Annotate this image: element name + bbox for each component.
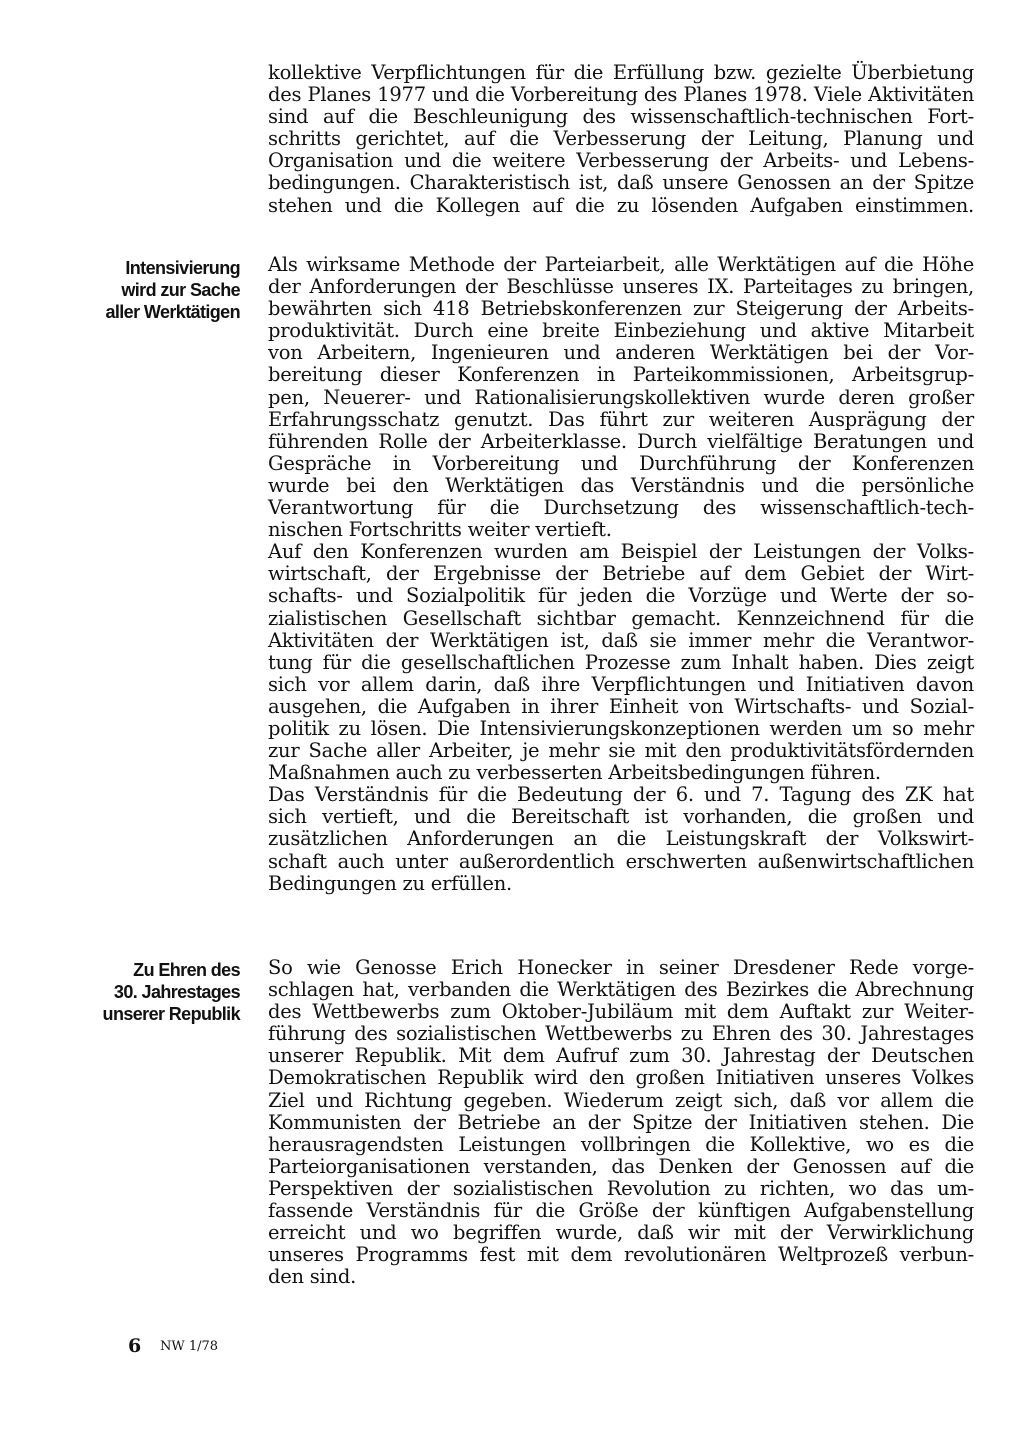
text-line: den sind. — [268, 1265, 357, 1289]
text-line: unseres Programms fest mit dem revolutionären Weltprozeß verbun- — [268, 1243, 974, 1267]
heading-line: aller Werktätigen — [105, 302, 240, 322]
text-line: Als wirksame Methode der Parteiarbeit, alle Werktätigen auf die Höhe — [268, 253, 974, 276]
heading-line: unserer Republik — [102, 1004, 240, 1024]
text-line: Erfahrungsschatz genutzt. Das führt zur weiteren Ausprägung der — [268, 407, 974, 431]
text-line: wirtschaft, der Ergebnisse der Betriebe auf dem Gebiet der Wirt- — [268, 562, 974, 586]
text-line: führung des sozialistischen Wettbewerbs zu Ehren des 30. Jahrestages — [268, 1022, 974, 1046]
text-line: pen, Neuerer- und Rationalisierungskollektiven wurde deren großer — [268, 385, 974, 409]
heading-line: 30. Jahrestages — [113, 982, 240, 1002]
text-line: kollektive Verpflichtungen für die Erfüllung bzw. gezielte Überbietung — [268, 61, 974, 84]
text-line: tung für die gesellschaftlichen Prozesse zum Inhalt haben. Dies zeigt — [268, 650, 974, 674]
text-line: erreicht und wo begriffen wurde, daß wir mit der Verwirklichung — [268, 1221, 974, 1245]
text-line: schafts- und Sozialpolitik für jeden die Vorzüge und Werte der so- — [268, 584, 974, 608]
text-line: Kommunisten der Betriebe an der Spitze der Initiativen stehen. Die — [268, 1110, 974, 1134]
text-line: bereitung dieser Konferenzen in Parteikommissionen, Arbeitsgrup- — [268, 363, 974, 387]
text-line: sind auf die Beschleunigung des wissenschaftlich-technischen Fort- — [268, 105, 974, 129]
heading-line: wird zur Sache — [121, 280, 240, 300]
text-line: sich vor allem darin, daß ihre Verpflichtungen und Initiativen davon — [268, 672, 974, 696]
text-line: zusätzlichen Anforderungen an die Leistungskraft der Volkswirt- — [268, 827, 974, 851]
heading-line: Intensivierung — [125, 258, 240, 278]
text-line: Auf den Konferenzen wurden am Beispiel der Leistungen der Volks- — [268, 540, 974, 564]
text-line: führenden Rolle der Arbeiterklasse. Durch vielfältige Beratungen und — [268, 429, 974, 453]
margin-heading-jahrestag — [80, 959, 240, 1025]
page-number: 6 — [128, 1335, 142, 1357]
text-line: schaft auch unter außerordentlich erschwerten außenwirtschaftlichen — [268, 849, 974, 873]
text-line: Verantwortung für die Durchsetzung des wissenschaftlich-tech- — [268, 496, 974, 520]
text-line: des Planes 1977 und die Vorbereitung des Planes 1978. Viele Aktivitäten — [268, 83, 974, 107]
text-line: schritts gerichtet, auf die Verbesserung der Leitung, Planung und — [268, 127, 974, 151]
text-line: Gespräche in Vorbereitung und Durchführung der Konferenzen — [268, 451, 974, 475]
text-line: bewährten sich 418 Betriebskonferenzen zur Steigerung der Arbeits- — [268, 297, 974, 321]
text-line: Ziel und Richtung gegeben. Wiederum zeigt sich, daß vor allem die — [268, 1088, 974, 1112]
paragraph-continuation — [268, 62, 974, 217]
text-line: So wie Genosse Erich Honecker in seiner Dresdener Rede vorge- — [268, 956, 974, 979]
text-line: Demokratischen Republik wird den großen Initiativen unseres Volkes — [268, 1066, 974, 1090]
issue-label: NW 1/78 — [160, 1339, 219, 1354]
paragraph-intensivierung — [268, 254, 974, 895]
text-line: des Wettbewerbs zum Oktober-Jubiläum mit dem Auftakt zur Weiter- — [268, 1000, 974, 1024]
text-line: sich vertieft, und die Bereitschaft ist vorhanden, die großen und — [268, 805, 974, 829]
text-line: politik zu lösen. Die Intensivierungskonzeptionen werden um so mehr — [268, 716, 974, 740]
heading-line: Zu Ehren des — [133, 960, 240, 980]
margin-heading-intensivierung — [80, 257, 240, 323]
text-line: stehen und die Kollegen auf die zu lösenden Aufgaben einstimmen. — [268, 193, 974, 217]
text-line: Organisation und die weitere Verbesserung der Arbeits- und Lebens- — [268, 149, 974, 173]
text-line: Bedingungen zu erfüllen. — [268, 871, 512, 895]
text-line: fassende Verständnis für die Größe der künftigen Aufgabenstellung — [268, 1199, 974, 1223]
text-line: Aktivitäten der Werktätigen ist, daß sie immer mehr die Verantwor- — [268, 628, 974, 652]
text-line: von Arbeitern, Ingenieuren und anderen Werktätigen bei der Vor- — [268, 341, 974, 365]
text-line: der Anforderungen der Beschlüsse unseres IX. Parteitages zu bringen, — [268, 275, 974, 299]
text-line: Das Verständnis für die Bedeutung der 6. und 7. Tagung des ZK hat — [268, 783, 974, 807]
text-line: zialistischen Gesellschaft sichtbar gemacht. Kennzeichnend für die — [268, 606, 974, 630]
text-line: zur Sache aller Arbeiter, je mehr sie mit den produktivitätsfördernden — [268, 739, 974, 763]
text-line: bedingungen. Charakteristisch ist, daß unsere Genossen an der Spitze — [268, 171, 974, 195]
text-line: Parteiorganisationen verstanden, das Denken der Genossen auf die — [268, 1154, 974, 1178]
text-line: ausgehen, die Aufgaben in ihrer Einheit von Wirtschafts- und Sozial- — [268, 694, 974, 718]
text-line: nischen Fortschritts weiter vertieft. — [268, 518, 612, 542]
text-line: schlagen hat, verbanden die Werktätigen des Bezirkes die Abrechnung — [268, 978, 974, 1002]
text-line: wurde bei den Werktätigen das Verständnis und die persönliche — [268, 473, 974, 497]
text-line: produktivität. Durch eine breite Einbeziehung und aktive Mitarbeit — [268, 319, 974, 343]
text-line: unserer Republik. Mit dem Aufruf zum 30. Jahrestag der Deutschen — [268, 1044, 974, 1068]
text-line: Maßnahmen auch zu verbesserten Arbeitsbedingungen führen. — [268, 761, 881, 785]
paragraph-jahrestag — [268, 957, 974, 1288]
text-line: Perspektiven der sozialistischen Revolution zu richten, wo das um- — [268, 1176, 974, 1200]
text-line: herausragendsten Leistungen vollbringen die Kollektive, wo es die — [268, 1132, 974, 1156]
